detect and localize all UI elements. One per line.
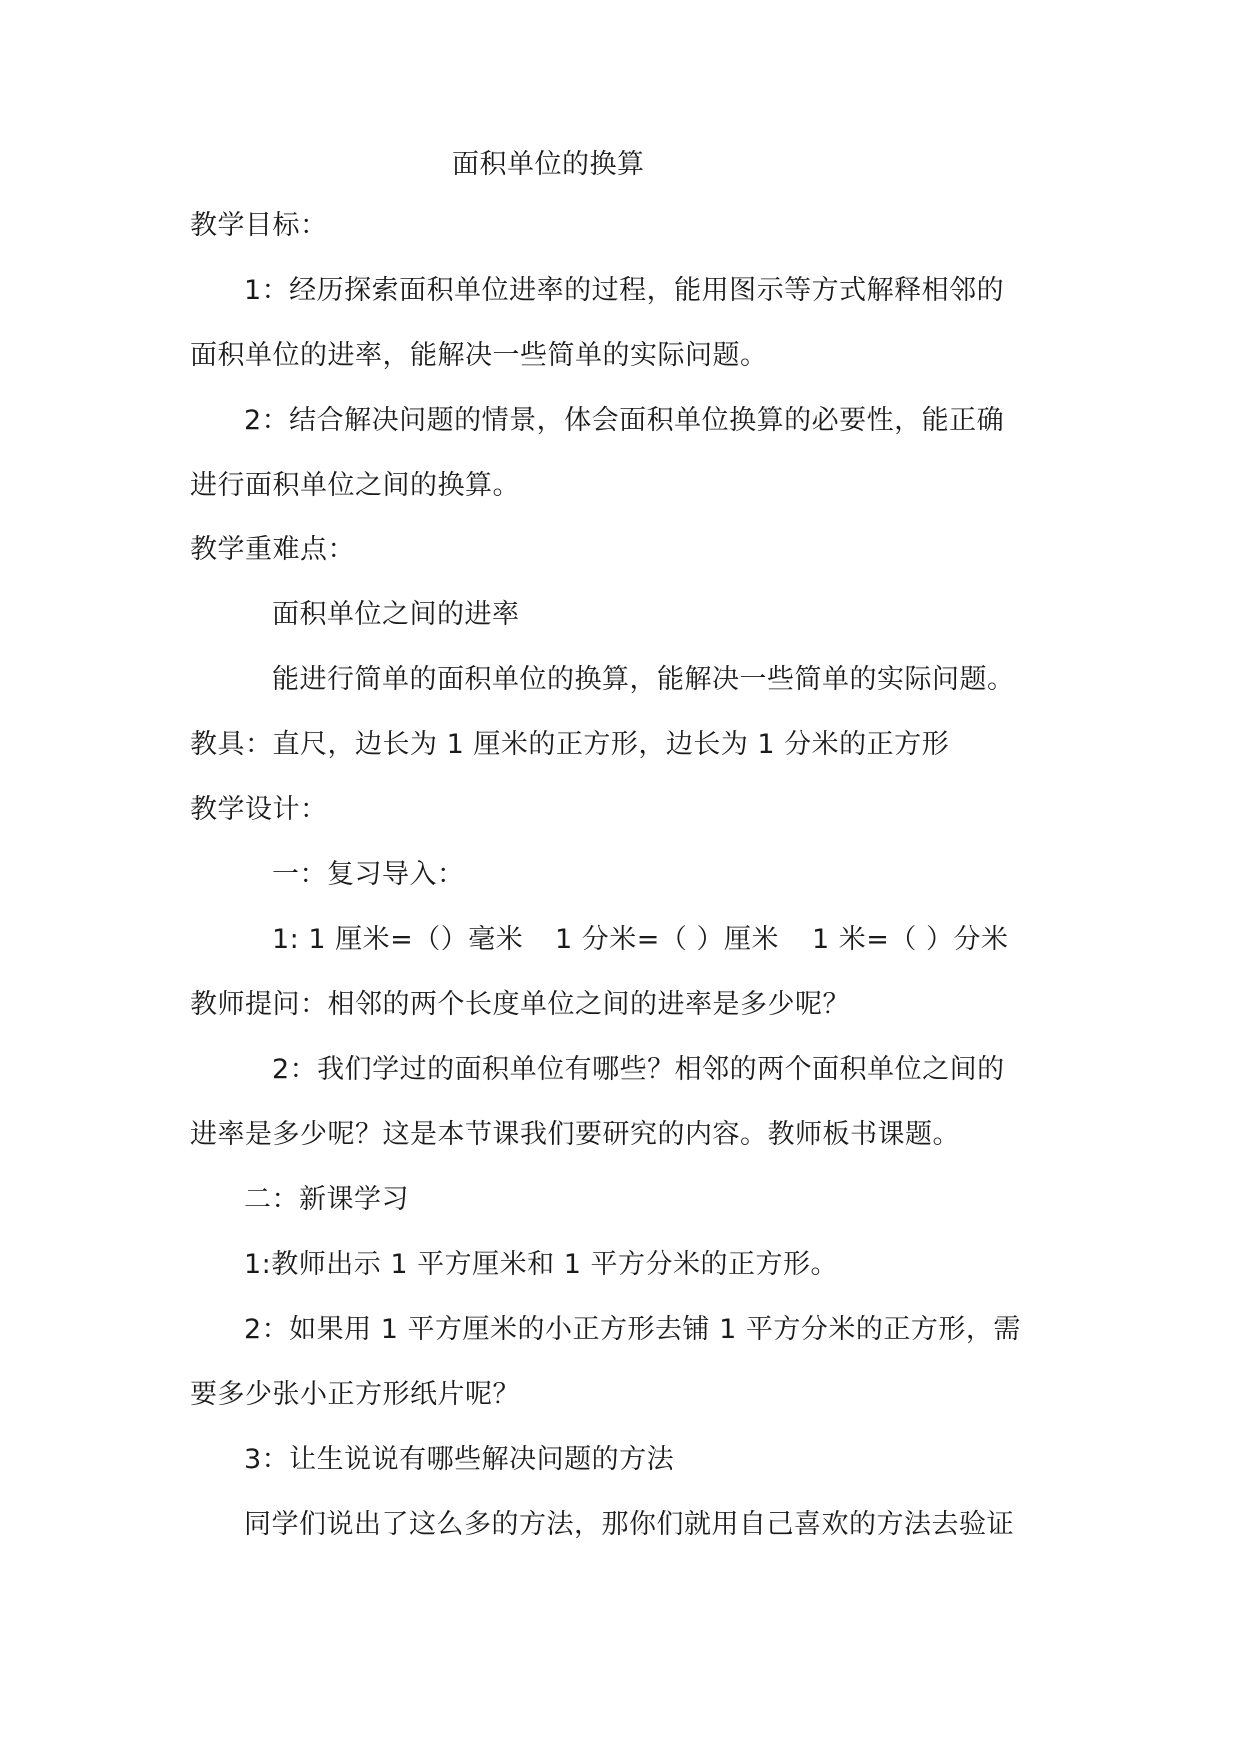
review-2-line-1: 2：我们学过的面积单位有哪些？相邻的两个面积单位之间的 xyxy=(272,1054,1005,1085)
key-point-2: 能进行简单的面积单位的换算，能解决一些简单的实际问题。 xyxy=(272,664,1015,695)
objective-1-line-1: 1：经历探索面积单位进率的过程，能用图示等方式解释相邻的 xyxy=(244,275,1005,306)
section-heading-objectives: 教学目标： xyxy=(190,210,328,241)
new-lesson-step-2-line-2: 要多少张小正方形纸片呢？ xyxy=(190,1379,520,1410)
new-lesson-step-1: 1:教师出示 1 平方厘米和 1 平方分米的正方形。 xyxy=(244,1249,838,1280)
review-question-dm: 1 米=（ ）分米 xyxy=(812,924,1009,955)
objective-2-line-1: 2：结合解决问题的情景，体会面积单位换算的必要性，能正确 xyxy=(244,405,1005,436)
part-1-heading: 一：复习导入： xyxy=(272,859,465,890)
part-2-heading: 二：新课学习 xyxy=(244,1184,409,1215)
objective-2-line-2: 进行面积单位之间的换算。 xyxy=(190,470,520,501)
document-title: 面积单位的换算 xyxy=(452,149,645,180)
teacher-question: 教师提问：相邻的两个长度单位之间的进率是多少呢？ xyxy=(190,989,850,1020)
section-heading-key-points: 教学重难点： xyxy=(190,534,355,565)
new-lesson-step-3: 3：让生说说有哪些解决问题的方法 xyxy=(244,1444,675,1475)
objective-1-line-2: 面积单位的进率，能解决一些简单的实际问题。 xyxy=(190,340,768,371)
key-point-1: 面积单位之间的进率 xyxy=(272,599,520,630)
review-question-mm: 1: 1 厘米=（）毫米 xyxy=(272,924,524,955)
section-heading-design: 教学设计： xyxy=(190,794,328,825)
closing-paragraph: 同学们说出了这么多的方法，那你们就用自己喜欢的方法去验证 xyxy=(244,1509,1014,1540)
review-question-cm: 1 分米=（ ）厘米 xyxy=(555,924,779,955)
teaching-aids: 教具：直尺，边长为 1 厘米的正方形，边长为 1 分米的正方形 xyxy=(190,729,950,760)
review-2-line-2: 进率是多少呢？这是本节课我们要研究的内容。教师板书课题。 xyxy=(190,1119,960,1150)
new-lesson-step-2-line-1: 2：如果用 1 平方厘米的小正方形去铺 1 平方分米的正方形，需 xyxy=(244,1314,1021,1345)
